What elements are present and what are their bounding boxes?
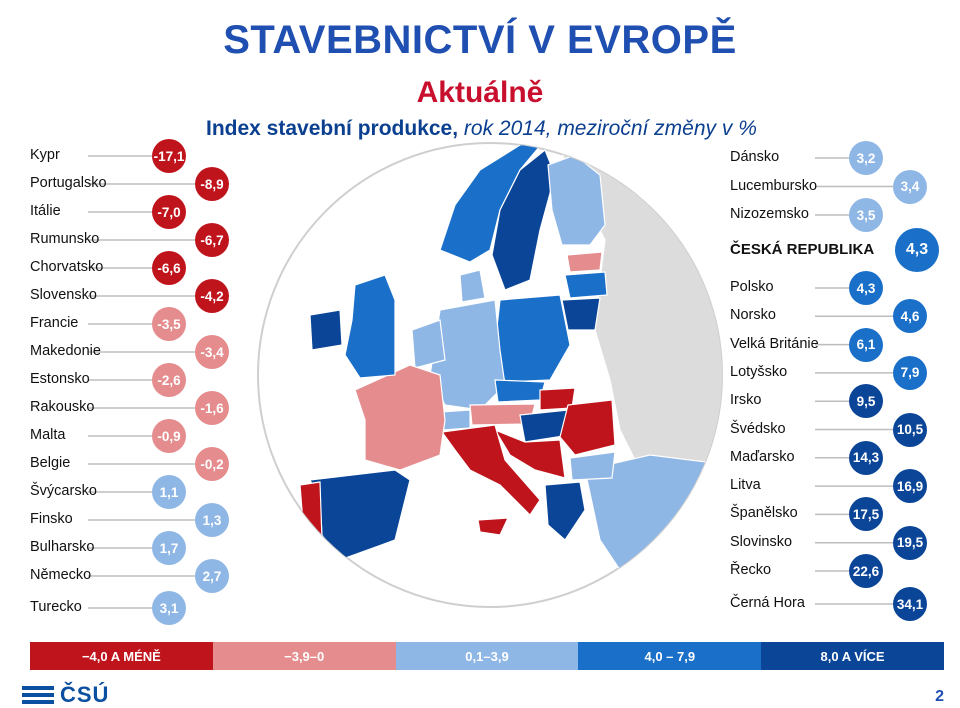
- value-badge-left: -0,2: [195, 447, 229, 481]
- value-badge-right: 3,4: [893, 170, 927, 204]
- country-label-right: Dánsko: [730, 149, 780, 165]
- country-label-right: Španělsko: [730, 505, 798, 522]
- legend-item-dark-blue: 8,0 A VÍCE: [761, 642, 944, 670]
- value-badge-left: -3,4: [195, 335, 229, 369]
- value-badge-left: -2,6: [152, 363, 186, 397]
- value-badge-right: 4,6: [893, 299, 927, 333]
- value-badge-left: -7,0: [152, 195, 186, 229]
- value-badge-left: -8,9: [195, 167, 229, 201]
- country-label-right: Černá Hora: [730, 595, 805, 611]
- value-badge-right: 22,6: [849, 554, 883, 588]
- logo-bars-icon: [22, 686, 54, 704]
- value-badge-left: -3,5: [152, 307, 186, 341]
- country-label-left: Slovensko: [30, 287, 97, 303]
- country-label-left: Malta: [30, 427, 66, 443]
- country-label-right: Řecko: [730, 562, 772, 578]
- value-badge-left: -4,2: [195, 279, 229, 313]
- country-label-right: Lucembursko: [730, 177, 818, 194]
- value-badge-right: 3,2: [849, 141, 883, 175]
- value-badge-left: 1,1: [152, 475, 186, 509]
- country-label-left: Makedonie: [30, 343, 101, 359]
- country-label-right: Švédsko: [730, 420, 786, 437]
- region-czech-republic: [495, 380, 545, 402]
- country-label-right: Maďarsko: [730, 448, 795, 465]
- country-label-czech-republic: ČESKÁ REPUBLIKA: [730, 241, 875, 258]
- value-badge-right: 34,1: [893, 587, 927, 621]
- country-label-left: Kypr: [30, 147, 60, 163]
- country-label-right: Irsko: [730, 392, 762, 409]
- chart-heading-bold: Index stavební produkce,: [206, 117, 459, 140]
- csu-logo: [22, 682, 109, 708]
- value-badge-right: 14,3: [849, 441, 883, 475]
- value-badge-left: -6,7: [195, 223, 229, 257]
- value-badge-right: 3,5: [849, 198, 883, 232]
- region-estonia: [567, 252, 602, 272]
- value-badge-left: 2,7: [195, 559, 229, 593]
- region-lithuania: [562, 298, 600, 330]
- country-label-right: Nizozemsko: [730, 206, 809, 222]
- value-badge-right: 19,5: [893, 526, 927, 560]
- country-label-left: Itálie: [30, 203, 61, 219]
- chart-heading-italic: rok 2014, meziroční změny v %: [463, 117, 757, 140]
- country-label-right: Norsko: [730, 307, 776, 324]
- region-ireland: [310, 310, 342, 350]
- value-badge-right: 6,1: [849, 328, 883, 362]
- country-label-left: Chorvatsko: [30, 259, 104, 275]
- legend-item-mid-blue: 4,0 – 7,9: [578, 642, 761, 670]
- value-badge-left: -0,9: [152, 419, 186, 453]
- page-number: 2: [935, 688, 944, 705]
- country-label-left: Finsko: [30, 511, 73, 527]
- value-badge-left: -6,6: [152, 251, 186, 285]
- country-label-left: Bulharsko: [30, 539, 95, 555]
- legend-item-light-blue: 0,1–3,9: [396, 642, 579, 670]
- value-badge-left: 1,3: [195, 503, 229, 537]
- country-label-left: Rumunsko: [30, 231, 100, 247]
- country-label-left: Belgie: [30, 455, 71, 471]
- country-label-left: Turecko: [30, 599, 82, 615]
- value-badge-right: 7,9: [893, 356, 927, 390]
- legend-item-light-red: −3,9–0: [213, 642, 396, 670]
- value-badge-right: 17,5: [849, 497, 883, 531]
- value-badge-left: -17,1: [152, 139, 186, 173]
- country-label-left: Portugalsko: [30, 175, 107, 191]
- value-badge-czech-republic: 4,3: [895, 228, 939, 272]
- value-badge-left: 1,7: [152, 531, 186, 565]
- region-romania: [560, 400, 615, 455]
- country-label-left: Estonsko: [30, 371, 90, 387]
- country-label-right: Polsko: [730, 279, 774, 295]
- color-legend: [30, 642, 944, 670]
- country-label-left: Francie: [30, 315, 79, 331]
- country-label-right: Lotyšsko: [730, 363, 788, 380]
- page-title: STAVEBNICTVÍ V EVROPĚ: [223, 18, 737, 62]
- value-badge-left: 3,1: [152, 591, 186, 625]
- country-label-right: Litva: [730, 477, 761, 494]
- logo-text: ČSÚ: [60, 682, 110, 707]
- country-label-left: Rakousko: [30, 399, 95, 415]
- region-portugal: [300, 482, 322, 548]
- country-label-right: Velká Británie: [730, 335, 819, 352]
- legend-item-darkest-red: −4,0 A MÉNĚ: [30, 642, 213, 670]
- country-label-right: Slovinsko: [730, 533, 793, 550]
- country-label-left: Švýcarsko: [30, 483, 97, 499]
- region-denmark: [460, 270, 485, 302]
- value-badge-right: 10,5: [893, 413, 927, 447]
- value-badge-left: -1,6: [195, 391, 229, 425]
- region-latvia: [565, 272, 607, 298]
- value-badge-right: 9,5: [849, 384, 883, 418]
- country-label-left: Německo: [30, 567, 92, 583]
- page-subtitle: Aktuálně: [416, 76, 544, 109]
- value-badge-right: 16,9: [893, 469, 927, 503]
- value-badge-right: 4,3: [849, 271, 883, 305]
